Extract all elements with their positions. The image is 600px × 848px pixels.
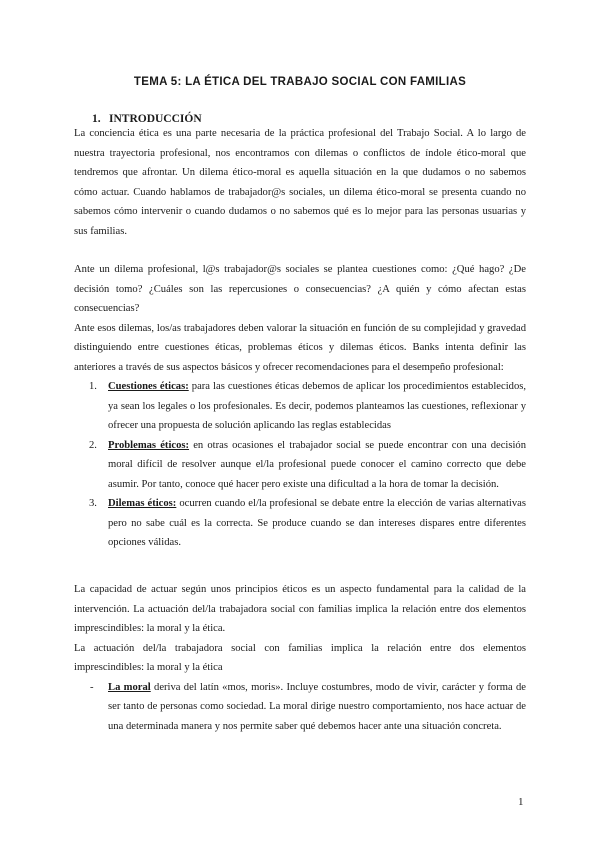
list-item xyxy=(74,678,526,737)
capacity-paragraph: La capacidad de actuar según unos principios éticos es un aspecto fundamental para la calidad de la intervención. La actuación del/la trabajadora social con familias implica la relación entre dos elementos imprescindibles: la moral y la ética. xyxy=(74,584,526,634)
list-item-number: 3. xyxy=(89,498,97,509)
list-item-text: ocurren cuando el/la profesional se debate entre la elección de varias alternativas pero no sabe cuál es la correcta. Se produce cuando se dan intereses dispares entre diferentes opciones válidas. xyxy=(108,498,526,548)
moral-term: La moral xyxy=(108,681,151,693)
list-item-term: Problemas éticos: xyxy=(108,439,190,451)
list-item-number: 2. xyxy=(89,439,97,451)
list-item xyxy=(74,377,526,436)
section-heading-text: INTRODUCCIÓN xyxy=(109,113,202,125)
body-block-1 xyxy=(74,124,526,241)
page-number: 1 xyxy=(518,796,524,808)
list-item-term: Dilemas éticos: xyxy=(108,498,177,509)
ethics-list xyxy=(74,377,526,553)
body-block-2 xyxy=(74,260,526,553)
body-block-3 xyxy=(74,580,526,736)
dilemma-questions-paragraph: Ante un dilema profesional, l@s trabajador@s sociales se plantea cuestiones como: ¿Qué hago? ¿De decisión tomo? ¿Cuáles son las repercusiones o consecuencias? ¿A quién y cómo afectan estas consecuencias? xyxy=(74,264,526,314)
moral-text: deriva del latín «mos, moris». Incluye costumbres, modo de vivir, carácter y forma de ser tanto de personas como sociedad. La moral dirige nuestro comportamiento, nos hace actuar de una determinada manera y nos permite saber qué debemos hacer ante una situación concreta. xyxy=(108,681,526,732)
page-title: TEMA 5: LA ÉTICA DEL TRABAJO SOCIAL CON FAMILIAS xyxy=(133,76,467,88)
list-item-number: 1. xyxy=(89,381,97,392)
list-item xyxy=(74,494,526,553)
repeat-paragraph: La actuación del/la trabajadora social con familias implica la relación entre dos elementos imprescindibles: la moral y la ética xyxy=(74,642,526,673)
intro-paragraph: La conciencia ética es una parte necesaria de la práctica profesional del Trabajo Social. A lo largo de nuestra trayectoria profesional, nos encontramos con dilemas o conflictos de índole ético-moral que tendremos que afrontar. Un dilema ético-moral es aquella situación en la que dudamos o no sabemos cómo actuar. Cuando hablamos de trabajador@s sociales, un dilema ético-moral se presenta cuando no sabemos cómo intervenir o cuando dudamos o no sabemos qué es lo mejor para las personas usuarias y sus familias. xyxy=(74,128,526,237)
list-item-term: Cuestiones éticas: xyxy=(108,381,189,392)
list-dash: - xyxy=(90,681,94,693)
list-item-text: para las cuestiones éticas debemos de aplicar los procedimientos establecidos, ya sean los legales o los profesionales. Es decir, podemos planteamos las cuestiones, reflexionar y ofrecer una propuesta de solución aplicando las reglas establecidas xyxy=(108,381,527,431)
moral-list xyxy=(74,678,526,737)
list-item-text: en otras ocasiones el trabajador social se puede encontrar con una decisión moral difícil de resolver aunque el/la profesional puede conocer el camino correcto que debe asumir. Por tanto, conoce qué hacer pero existe una dificultad a la hora de tomar la decisión. xyxy=(108,439,526,490)
list-item xyxy=(74,436,526,495)
banks-paragraph: Ante esos dilemas, los/as trabajadores deben valorar la situación en función de su complejidad y gravedad distinguiendo entre cuestiones éticas, problemas éticos y dilemas éticos. Banks intenta definir las anteriores a través de sus aspectos básicos y ofrecer recomendaciones para el desempeño profesional: xyxy=(74,322,526,373)
section-number: 1. xyxy=(92,113,101,125)
